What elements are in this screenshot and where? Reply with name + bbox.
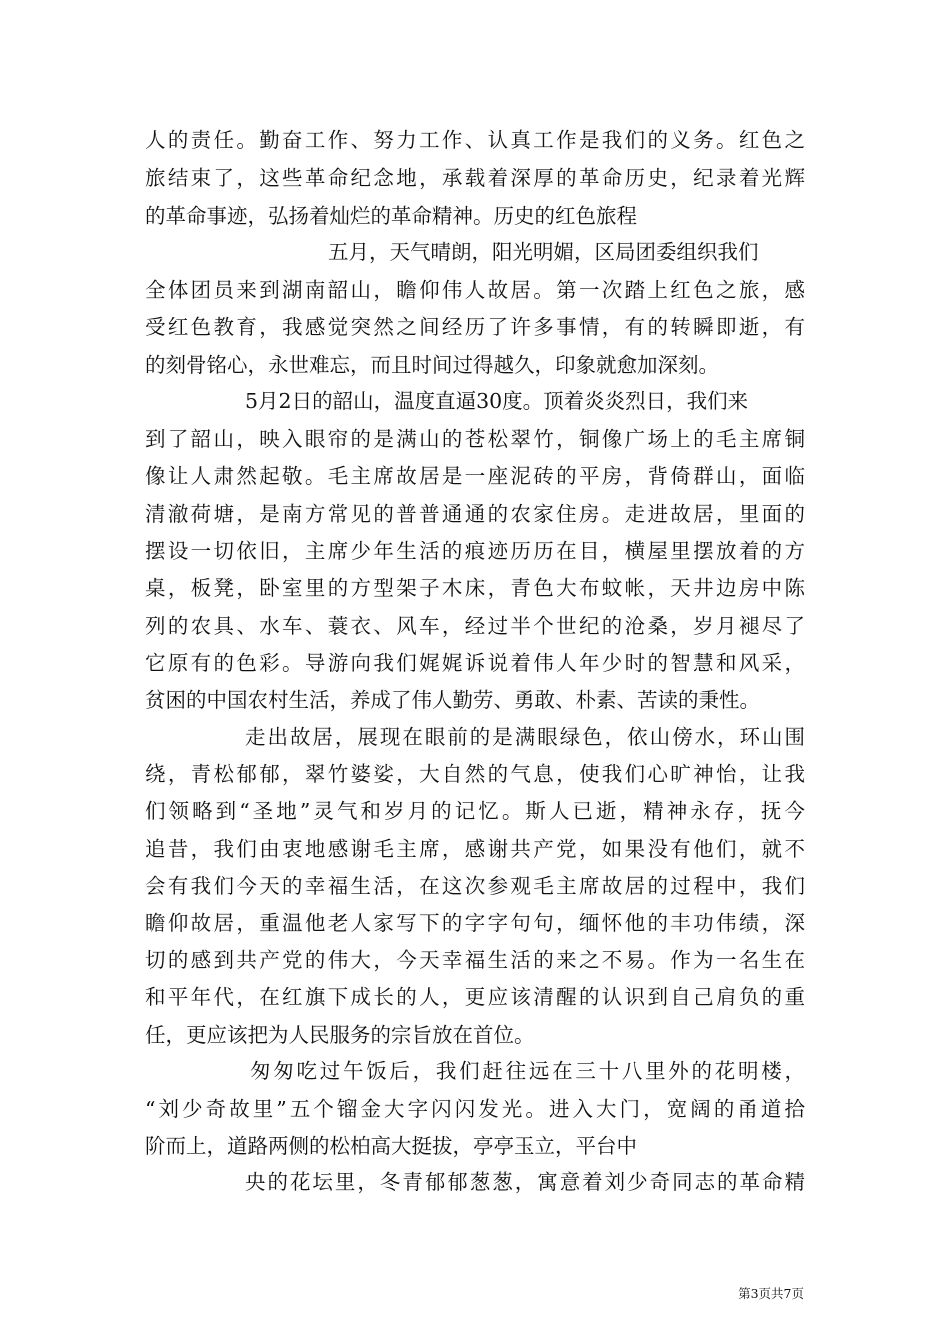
- text-line: 的革命事迹，弘扬着灿烂的革命精神。历史的红色旅程: [145, 204, 637, 228]
- text-line: 桌，板凳，卧室里的方型架子木床，青色大布蚊帐，天井边房中陈: [145, 576, 805, 600]
- text-line: 列的农具、水车、蓑衣、风车，经过半个世纪的沧桑，岁月褪尽了: [145, 614, 805, 638]
- text-line: 和平年代，在红旗下成长的人，更应该清醒的认识到自己肩负的重: [145, 985, 805, 1009]
- paragraph-start-line: 央的花坛里，冬青郁郁葱葱，寓意着刘少奇同志的革命精: [245, 1170, 805, 1194]
- text-line: 摆设一切依旧，主席少年生活的痕迹历历在目，横屋里摆放着的方: [145, 539, 805, 563]
- text-line: 们领略到“圣地”灵气和岁月的记忆。斯人已逝，精神永存，抚今: [145, 799, 805, 823]
- text-line: 受红色教育，我感觉突然之间经历了许多事情，有的转瞬即逝，有: [145, 315, 805, 339]
- text-line: 清澈荷塘，是南方常见的普普通通的农家住房。走进故居，里面的: [145, 502, 805, 526]
- text-line: 全体团员来到湖南韶山，瞻仰伟人故居。第一次踏上红色之旅，感: [145, 278, 805, 302]
- text-line: 旅结束了，这些革命纪念地，承载着深厚的革命历史，纪录着光辉: [145, 166, 805, 190]
- text-line: 瞻仰故居，重温他老人家写下的字字句句，缅怀他的丰功伟绩，深: [145, 911, 805, 935]
- text-line: 它原有的色彩。导游向我们娓娓诉说着伟人年少时的智慧和风采，: [145, 651, 805, 675]
- text-line: “刘少奇故里”五个镏金大字闪闪发光。进入大门，宽阔的甬道拾: [145, 1097, 805, 1121]
- text-line: 会有我们今天的幸福生活，在这次参观毛主席故居的过程中，我们: [145, 874, 805, 898]
- paragraph-start-line: 走出故居，展现在眼前的是满眼绿色，依山傍水，环山围: [245, 725, 805, 749]
- text-line: 追昔，我们由衷地感谢毛主席，感谢共产党，如果没有他们，就不: [145, 837, 805, 861]
- text-line: 贫困的中国农村生活，养成了伟人勤劳、勇敢、朴素、苦读的秉性。: [145, 688, 760, 712]
- text-line: 人的责任。勤奋工作、努力工作、认真工作是我们的义务。红色之: [145, 128, 805, 152]
- text-line: 像让人肃然起敬。毛主席故居是一座泥砖的平房，背倚群山，面临: [145, 464, 805, 488]
- text-line: 绕，青松郁郁，翠竹婆娑，大自然的气息，使我们心旷神怡，让我: [145, 762, 805, 786]
- paragraph-start-line: 匆匆吃过午饭后，我们赶往远在三十八里外的花明楼，: [250, 1059, 805, 1083]
- paragraph-start-line: 五月，天气晴朗，阳光明媚，区局团委组织我们: [328, 240, 759, 264]
- text-line: 的刻骨铭心，永世难忘，而且时间过得越久，印象就愈加深刻。: [145, 353, 719, 377]
- page-number-footer: 第3页共7页: [738, 1286, 804, 1301]
- text-line: 阶而上，道路两侧的松柏高大挺拔，亭亭玉立，平台中: [145, 1134, 637, 1158]
- paragraph-start-line: 5月2日的韶山，温度直逼30度。顶着炎炎烈日，我们来: [245, 389, 749, 413]
- text-line: 切的感到共产党的伟大，今天幸福生活的来之不易。作为一名生在: [145, 948, 805, 972]
- text-line: 到了韶山，映入眼帘的是满山的苍松翠竹，铜像广场上的毛主席铜: [145, 427, 805, 451]
- text-line: 任，更应该把为人民服务的宗旨放在首位。: [145, 1023, 535, 1047]
